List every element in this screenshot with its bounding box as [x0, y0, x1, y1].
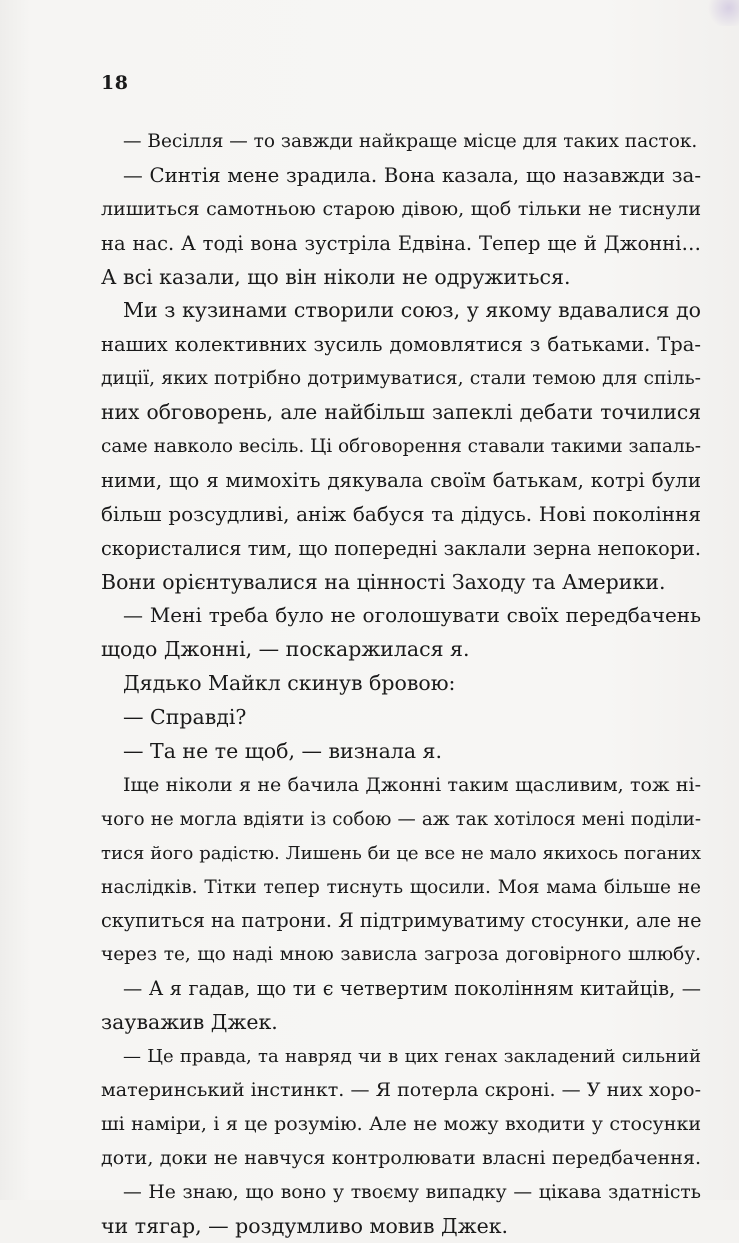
- text-line: — Це правда, та навряд чи в цих генах закладений сильний: [101, 1040, 701, 1074]
- text-line: скористалися тим, що попередні заклали зерна непокори.: [101, 532, 701, 566]
- text-line: щодо Джонні, — поскаржилася я.: [101, 633, 701, 667]
- text-line: — Синтія мене зрадила. Вона казала, що назавжди за-: [101, 159, 701, 193]
- text-line: зауважив Джек.: [101, 1006, 701, 1040]
- page-number: 18: [101, 72, 128, 94]
- text-line: лишиться самотньою старою дівою, щоб тільки не тиснули: [101, 193, 701, 227]
- text-line: — А я гадав, що ти є четвертим поколінням китайців, —: [101, 972, 701, 1006]
- text-line: них обговорень, але найбільш запеклі дебати точилися: [101, 396, 701, 430]
- text-line: чого не могла вдіяти із собою — аж так хотілося мені поділи-: [101, 803, 701, 837]
- text-line: Вони орієнтувалися на цінності Заходу та Америки.: [101, 566, 701, 600]
- text-line: доти, доки не навчуся контролювати власні передбачення.: [101, 1142, 701, 1176]
- text-line: Ми з кузинами створили союз, у якому вдавалися до: [101, 294, 701, 328]
- text-line: А всі казали, що він ніколи не одружиться.: [101, 261, 701, 295]
- text-line: ними, що я мимохіть дякувала своїм батькам, котрі були: [101, 464, 701, 498]
- text-line: наших колективних зусиль домовлятися з батьками. Тра-: [101, 328, 701, 362]
- text-line: материнський інстинкт. — Я потерла скроні. — У них хоро-: [101, 1074, 701, 1108]
- text-line: — Не знаю, що воно у твоєму випадку — цікава здатність: [101, 1176, 701, 1210]
- text-line: — Та не те щоб, — визнала я.: [101, 735, 701, 769]
- text-line: Дядько Майкл скинув бровою:: [101, 667, 701, 701]
- text-line: — Мені треба було не оголошувати своїх передбачень: [101, 599, 701, 633]
- body-text: [101, 125, 701, 1243]
- text-line: через те, що наді мною зависла загроза договірного шлюбу.: [101, 938, 701, 972]
- text-line: ші наміри, і я це розумію. Але не можу входити у стосунки: [101, 1108, 701, 1142]
- text-line: тися його радістю. Лишень би це все не мало якихось поганих: [101, 837, 701, 871]
- text-line: Іще ніколи я не бачила Джонні таким щасливим, тож ні-: [101, 769, 701, 803]
- text-line: саме навколо весіль. Ці обговорення ставали такими запаль-: [101, 430, 701, 464]
- text-line: скупиться на патрони. Я підтримуватиму стосунки, але не: [101, 904, 701, 938]
- text-line: наслідків. Тітки тепер тиснуть щосили. Моя мама більше не: [101, 871, 701, 905]
- page-corner-stain: [705, 0, 739, 26]
- text-line: — Справді?: [101, 701, 701, 735]
- text-line: — Весілля — то завжди найкраще місце для таких пасток.: [101, 125, 701, 159]
- text-line: на нас. А тоді вона зустріла Едвіна. Тепер ще й Джонні…: [101, 227, 701, 261]
- text-line: більш розсудливі, аніж бабуся та дідусь. Нові покоління: [101, 498, 701, 532]
- text-line: диції, яких потрібно дотримуватися, стали темою для спіль-: [101, 362, 701, 396]
- text-line: чи тягар, — роздумливо мовив Джек.: [101, 1210, 701, 1243]
